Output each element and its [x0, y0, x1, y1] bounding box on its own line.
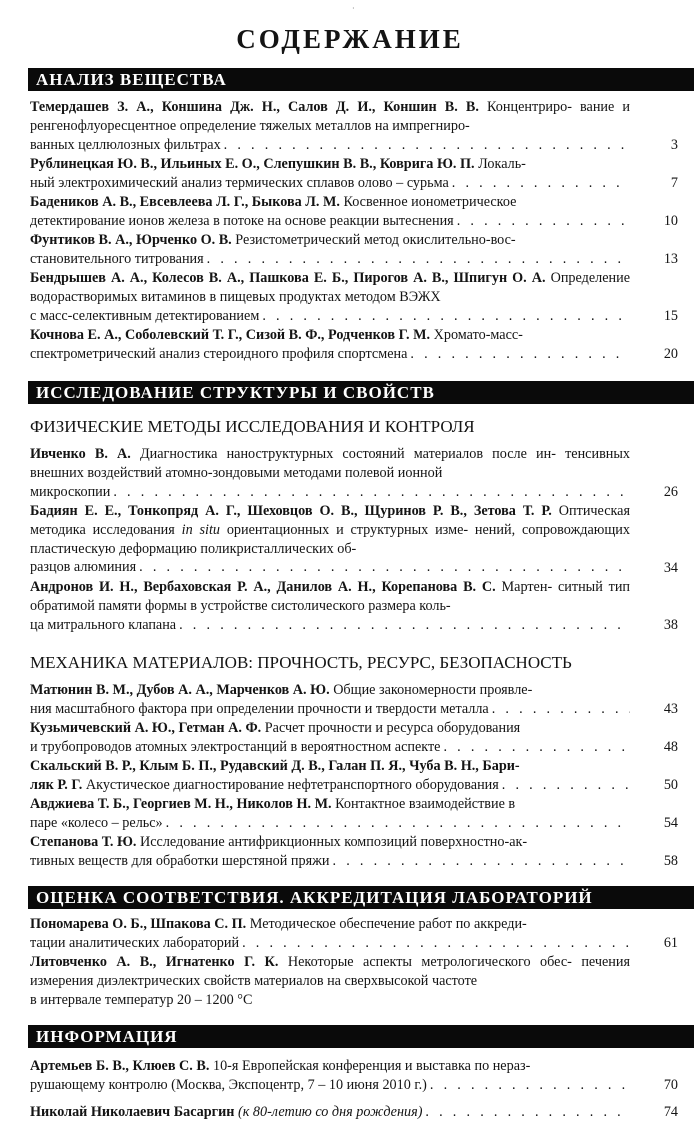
toc-entry[interactable] [30, 193, 630, 231]
toc-entry[interactable] [30, 795, 630, 833]
entry-title-end: паре «колесо – рельс» [30, 814, 163, 831]
entry-title-end: спектрометрический анализ стероидного профиля спортсмена [30, 345, 408, 362]
entry-authors: Бендрышев А. А., Колесов В. А., Пашкова Е. Б., Пирогов А. В., Шпигун О. А. [30, 270, 546, 286]
entry-title-part: нений, сопровождающих пластическую деформацию поликристаллических об- [30, 521, 630, 557]
dot-leader [452, 174, 630, 193]
page-title: СОДЕРЖАНИЕ [236, 24, 464, 54]
entry-authors: Пономарева О. Б., Шпакова С. П. [30, 916, 247, 932]
toc-entry[interactable] [30, 578, 630, 634]
toc-entry[interactable] [30, 719, 630, 757]
entry-title-part: Локаль- [478, 156, 526, 172]
toc-entry[interactable] [30, 833, 630, 871]
entry-authors: Матюнин В. М., Дубов А. А., Марченков А. Ю. [30, 682, 330, 698]
section-heading-information: ИНФОРМАЦИЯ [28, 1025, 694, 1048]
toc-entry[interactable] [30, 98, 630, 154]
entry-title-part: Концентриро- [487, 99, 572, 115]
page-number: 26 [663, 484, 678, 500]
toc-entry[interactable] [30, 269, 630, 325]
entry-authors: Ивченко В. А. [30, 446, 131, 462]
entry-authors: Андронов И. Н., Вербаховская Р. А., Данилов А. Н., Корепанова В. С. [30, 579, 496, 595]
toc-entry[interactable] [30, 326, 630, 364]
entry-title-part: Общие закономерности проявле- [333, 682, 533, 698]
entry-authors: Авджиева Т. Б., Георгиев М. Н., Николов Н. М. [30, 796, 332, 812]
page-number: 54 [663, 815, 678, 831]
entry-title-part: Резистометрический метод окислительно-вос- [235, 232, 516, 248]
entry-title-end: и трубопроводов атомных электростанций в вероятностном аспекте [30, 738, 441, 755]
entry-authors: Степанова Т. Ю. [30, 834, 137, 850]
entry-title-end: тации аналитических лабораторий [30, 934, 240, 951]
subsection-title: ФИЗИЧЕСКИЕ МЕТОДЫ ИССЛЕДОВАНИЯ И КОНТРОЛЯ [30, 417, 475, 436]
entry-title-part: печения измерения диэлектрических свойств материалов на сверхвысокой частоте [30, 954, 631, 989]
subsection-title: МЕХАНИКА МАТЕРИАЛОВ: ПРОЧНОСТЬ, РЕСУРС, БЕЗОПАСНОСТЬ [30, 653, 572, 672]
scan-speck: · [352, 4, 355, 13]
dot-leader [443, 738, 630, 757]
toc-entry[interactable] [30, 681, 630, 719]
entry-title-end: разцов алюминия [30, 559, 137, 576]
entry-title-part: Исследование антифрикционных композиций поверхностно-ак- [140, 834, 528, 850]
toc-entry[interactable] [30, 1057, 630, 1095]
page-number: 50 [663, 777, 678, 793]
entry-title-part: Определение водорастворимых витаминов в пищевых продуктах методом ВЭЖХ [30, 270, 630, 305]
entry-title-end: ния масштабного фактора при определении прочности и твердости металла [30, 700, 489, 717]
page-number: 20 [663, 346, 678, 362]
page-number: 7 [670, 175, 678, 191]
dot-leader [425, 1103, 630, 1122]
entry-title-italic: (к 80-летию со дня рождения) [237, 1104, 423, 1120]
page-number: 15 [663, 308, 678, 324]
page-number: 10 [663, 213, 678, 229]
entry-authors: Артемьев Б. В., Клюев С. В. [30, 1058, 210, 1074]
dot-leader [502, 776, 630, 795]
entry-title-part: Косвенное ионометрическое [343, 194, 517, 210]
dot-leader [207, 250, 630, 269]
entry-title-part: Некоторые аспекты метрологического обес- [287, 954, 572, 970]
page-number: 13 [663, 251, 678, 267]
entry-title-part: Контактное взаимодействие в [335, 796, 516, 812]
entry-title-part: тенсивных внешних воздействий атомно-зондовыми методами полевой ионной [30, 446, 630, 481]
entry-title-end: с масс-селективным детектированием [30, 307, 260, 324]
entry-authors: Бадиян Е. Е., Тонкопряд А. Г., Шеховцов О. В., Щуринов Р. В., Зетова Т. Р. [30, 503, 552, 519]
entry-title-end: микроскопии [30, 483, 111, 500]
dot-leader [224, 136, 630, 155]
toc-entry[interactable] [30, 757, 630, 795]
entry-title-part: 10-я Европейская конференция и выставка по нераз- [212, 1058, 531, 1074]
dot-leader [262, 307, 630, 326]
toc-entry[interactable] [30, 953, 630, 1009]
entry-authors: Кочнова Е. А., Соболевский Т. Г., Сизой В. Ф., Родченков Г. М. [30, 327, 431, 343]
dot-leader [166, 814, 630, 833]
dot-leader [242, 934, 630, 953]
page-number: 38 [663, 617, 678, 633]
dot-leader [139, 558, 630, 577]
entry-title-end: в интервале температур 20 – 1200 °С [30, 991, 253, 1008]
toc-entry[interactable] [30, 155, 630, 193]
page-number: 70 [663, 1077, 678, 1093]
entry-title-part: Хромато-масс- [433, 327, 523, 343]
dot-leader [113, 483, 630, 502]
dot-leader [492, 700, 630, 719]
entry-authors: Рублинецкая Ю. В., Ильиных Е. О., Слепушкин В. В., Коврига Ю. П. [30, 156, 475, 172]
page-number: 43 [663, 701, 678, 717]
entry-title-end: детектирование ионов железа в потоке на основе реакции вытеснения [30, 212, 454, 229]
entry-authors-cont: ляк Р. Г. [30, 776, 83, 793]
toc-entry[interactable] [30, 231, 630, 269]
dot-leader [179, 616, 630, 635]
page-number: 61 [663, 935, 678, 951]
page-number: 48 [663, 739, 678, 755]
entry-authors: Бадеников А. В., Евсевлеева Л. Г., Быкова Л. М. [30, 194, 340, 210]
dot-leader [410, 345, 630, 364]
entry-title-part: Мартен- [501, 579, 553, 595]
section-heading-analysis: АНАЛИЗ ВЕЩЕСТВА [28, 68, 694, 91]
entry-title-part: Методическое обеспечение работ по аккреди- [249, 916, 527, 932]
dot-leader [430, 1076, 630, 1095]
entry-title-end: рушающему контролю (Москва, Экспоцентр, 7 – 10 июня 2010 г.) [30, 1076, 427, 1093]
toc-entry[interactable] [30, 445, 630, 501]
entry-title-end: ный электрохимический анализ термических сплавов олово – сурьма [30, 174, 449, 191]
entry-title-italic: in situ [181, 521, 220, 538]
dot-leader [457, 212, 630, 231]
entry-title-part: ориентационных и структурных изме- [226, 521, 469, 538]
page-number: 3 [670, 137, 678, 153]
entry-authors: Кузьмичевский А. Ю., Гетман А. Ф. [30, 720, 262, 736]
toc-entry[interactable] [30, 915, 630, 953]
section-heading-structure: ИССЛЕДОВАНИЕ СТРУКТУРЫ И СВОЙСТВ [28, 381, 694, 404]
entry-authors: Темердашев З. А., Коншина Дж. Н., Салов Д. И., Коншин В. В. [30, 99, 479, 115]
entry-title-part: Диагностика наноструктурных состояний материалов после ин- [139, 446, 556, 462]
entry-title-end: становительного титрования [30, 250, 204, 267]
entry-authors: Литовченко А. В., Игнатенко Г. К. [30, 954, 279, 970]
toc-entry[interactable] [30, 502, 630, 577]
entry-authors: Скальский В. Р., Клым Б. П., Рудавский Д. В., Галан П. Я., Чуба В. Н., Бари- [30, 758, 520, 774]
entry-authors: Николай Николаевич Басаргин [30, 1104, 235, 1120]
dot-leader [333, 852, 630, 871]
entry-authors: Фунтиков В. А., Юрченко О. В. [30, 232, 232, 248]
entry-title-part: вание и ренгенофлуоресцентное определение тяжелых металлов на импрегниро- [30, 99, 631, 134]
entry-title-part: Оптическая методика исследования [30, 503, 630, 538]
entry-title-end: ца митрального клапана [30, 616, 177, 633]
entry-title-part: ситный тип обратимой памяти формы в устройстве систолического размера коль- [30, 579, 631, 614]
section-heading-accreditation: ОЦЕНКА СООТВЕТСТВИЯ. АККРЕДИТАЦИЯ ЛАБОРАТОРИЙ [28, 886, 694, 909]
entry-title-end: тивных веществ для обработки шерстяной пряжи [30, 852, 330, 869]
entry-title-end: ванных целлюлозных фильтрах [30, 136, 221, 153]
page-number: 34 [663, 560, 678, 576]
entry-title-part: Расчет прочности и ресурса оборудования [264, 720, 521, 736]
toc-entry[interactable] [30, 1103, 630, 1122]
page-number: 58 [663, 853, 678, 869]
page-number: 74 [663, 1104, 678, 1120]
entry-title-end: Акустическое диагностирование нефтетранспортного оборудования [85, 776, 499, 793]
